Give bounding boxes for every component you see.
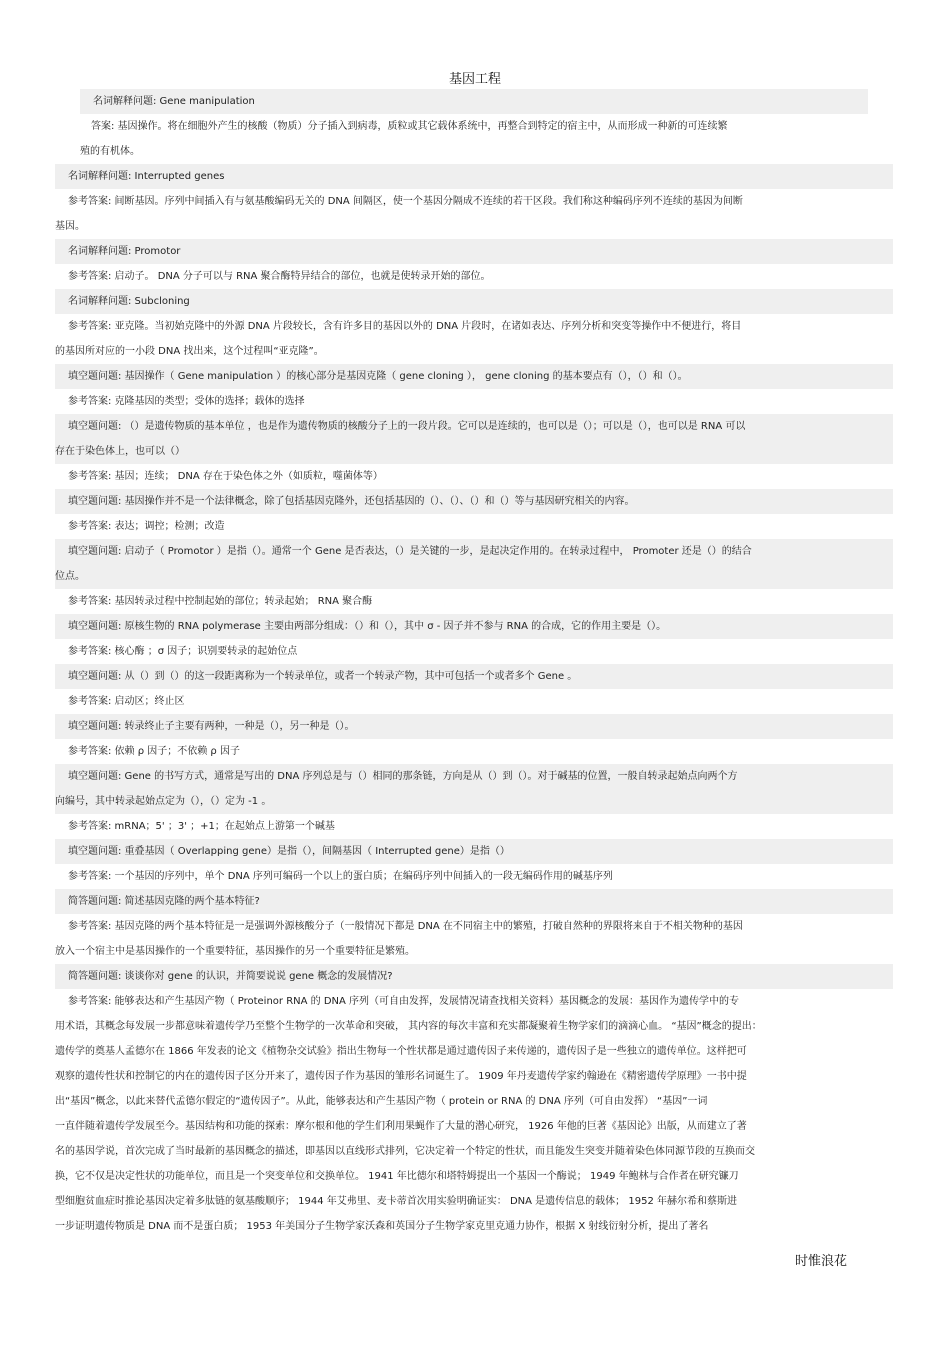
- answer-block: [55, 589, 893, 614]
- text-line: 参考答案: 亚克隆。当初始克隆中的外源 DNA 片段较长，含有许多目的基因以外的 DNA 片段时，在诸如表达、序列分析和突变等操作中不便进行，将目: [68, 321, 742, 332]
- text-line: 简答题问题: 简述基因克隆的两个基本特征?: [68, 896, 260, 907]
- question-block: [55, 414, 893, 464]
- question-block: [55, 614, 893, 639]
- question-block: [55, 164, 893, 189]
- text-line: 殖的有机体。: [80, 146, 140, 157]
- text-line: 位点。: [55, 571, 85, 582]
- text-line: 基因。: [55, 221, 85, 232]
- question-block: [55, 764, 893, 814]
- text-line: 参考答案: 基因克隆的两个基本特征是一是强调外源核酸分子（一般情况下都是 DNA 在不同宿主中的繁殖，打破自然种的界限将来自于不相关物种的基因: [68, 921, 743, 932]
- text-line: 的基因所对应的一小段 DNA 找出来，这个过程叫“亚克隆”。: [55, 346, 324, 357]
- text-line: 参考答案: 克隆基因的类型；受体的选择；载体的选择: [68, 396, 305, 407]
- text-line: 型细胞贫血症时推论基因决定着多肽链的氨基酸顺序； 1944 年艾弗里、麦卡蒂首次用实验明确证实： DNA 是遗传信息的载体； 1952 年赫尔希和蔡斯进: [55, 1196, 737, 1207]
- text-line: 填空题问题: 原核生物的 RNA polymerase 主要由两部分组成：（）和（），其中 σ - 因子并不参与 RNA 的合成，它的作用主要是（）。: [68, 621, 667, 632]
- text-line: 参考答案: 基因；连续； DNA 存在于染色体之外（如质粒，噬菌体等）: [68, 471, 383, 482]
- answer-block: [55, 989, 893, 1239]
- answer-block: [55, 689, 893, 714]
- text-line: 参考答案: 依赖 ρ 因子；不依赖 ρ 因子: [68, 746, 240, 757]
- text-line: 名词解释问题: Promotor: [68, 246, 181, 257]
- answer-block: [55, 114, 893, 164]
- answer-block: [55, 264, 893, 289]
- text-line: 放入一个宿主中是基因操作的一个重要特征，基因操作的另一个重要特征是繁殖。: [55, 946, 415, 957]
- text-line: 参考答案: mRNA；5' ；3' ；+1；在起始点上游第一个碱基: [68, 821, 335, 832]
- question-block: [55, 714, 893, 739]
- text-line: 填空题问题: （）是遗传物质的基本单位 ，也是作为遗传物质的核酸分子上的一段片段。它可以是连续的，也可以是（）；可以是（），也可以是 RNA 可以: [68, 421, 746, 432]
- text-line: 一直伴随着遗传学发展至今。基因结构和功能的探索：摩尔根和他的学生们利用果蝇作了大量的潜心研究， 1926 年他的巨著《基因论》出版，从而建立了著: [55, 1121, 747, 1132]
- text-line: 填空题问题: 基因操作（ Gene manipulation ）的核心部分是基因克隆（ gene cloning ）， gene cloning 的基本要点有（），（）和（）。: [68, 371, 688, 382]
- answer-block: [55, 514, 893, 539]
- question-block: [55, 289, 893, 314]
- answer-block: [55, 314, 893, 364]
- text-line: 名的基因学说，首次完成了当时最新的基因概念的描述，即基因以直线形式排列，它决定着一个特定的性状，而且能发生突变并随着染色体同源节段的互换而交: [55, 1146, 755, 1157]
- text-line: 参考答案: 能够表达和产生基因产物（ Proteinor RNA 的 DNA 序列（可自由发挥，发展情况请查找相关资料）基因概念的发展：基因作为遗传学中的专: [68, 996, 740, 1007]
- text-line: 答案: 基因操作。将在细胞外产生的核酸（物质）分子插入到病毒，质粒或其它载体系统中，再整合到特定的宿主中，从而形成一种新的可连续繁: [91, 121, 728, 132]
- text-line: 参考答案: 启动区；终止区: [68, 696, 185, 707]
- text-line: 填空题问题: 重叠基因（ Overlapping gene）是指（），间隔基因（ Interrupted gene）是指（）: [68, 846, 510, 857]
- text-line: 填空题问题: 基因操作并不是一个法律概念，除了包括基因克隆外，还包括基因的（）、（）、（）和（）等与基因研究相关的内容。: [68, 496, 635, 507]
- text-line: 简答题问题: 谈谈你对 gene 的认识，并简要说说 gene 概念的发展情况?: [68, 971, 393, 982]
- text-line: 填空题问题: 从（）到（）的这一段距离称为一个转录单位，或者一个转录产物，其中可包括一个或者多个 Gene 。: [68, 671, 578, 682]
- text-line: 向编号，其中转录起始点定为（），（）定为 -1 。: [55, 796, 272, 807]
- question-block: [55, 889, 893, 914]
- question-block: [55, 964, 893, 989]
- answer-block: [55, 814, 893, 839]
- text-line: 换，它不仅是决定性状的功能单位，而且是一个突变单位和交换单位。 1941 年比德尔和塔特姆提出一个基因一个酶说； 1949 年鲍林与合作者在研究镰刀: [55, 1171, 739, 1182]
- text-line: 参考答案: 一个基因的序列中，单个 DNA 序列可编码一个以上的蛋白质；在编码序列中间插入的一段无编码作用的碱基序列: [68, 871, 613, 882]
- answer-block: [55, 389, 893, 414]
- footer-text: 时惟浪花: [795, 1254, 848, 1269]
- text-line: 名词解释问题: Subcloning: [68, 296, 190, 307]
- answer-block: [55, 189, 893, 239]
- answer-block: [55, 864, 893, 889]
- text-line: 参考答案: 基因转录过程中控制起始的部位；转录起始； RNA 聚合酶: [68, 596, 373, 607]
- text-line: 参考答案: 表达；调控；检测；改造: [68, 521, 225, 532]
- text-line: 出“基因”概念，以此来替代孟德尔假定的“遗传因子”。从此，能够表达和产生基因产物（ protein or RNA 的 DNA 序列（可自由发挥） “基因”一词: [55, 1096, 708, 1107]
- text-line: 观察的遗传性状和控制它的内在的遗传因子区分开来了，遗传因子作为基因的雏形名词诞生了。 1909 年丹麦遗传学家约翰逊在《精密遗传学原理》一书中提: [55, 1071, 747, 1082]
- text-line: 一步证明遗传物质是 DNA 而不是蛋白质； 1953 年美国分子生物学家沃森和英国分子生物学家克里克通力协作，根据 X 射线衍射分析，提出了著名: [55, 1221, 709, 1232]
- question-block: [55, 239, 893, 264]
- text-line: 参考答案: 间断基因。序列中间插入有与氨基酸编码无关的 DNA 间隔区，使一个基因分隔成不连续的若干区段。我们称这种编码序列不连续的基因为间断: [68, 196, 743, 207]
- question-block: [55, 364, 893, 389]
- answer-block: [55, 739, 893, 764]
- text-line: 遗传学的奠基人孟德尔在 1866 年发表的论文《植物杂交试验》指出生物每一个性状都是通过遗传因子来传递的，遗传因子是一些独立的遗传单位。这样把可: [55, 1046, 747, 1057]
- text-line: 名词解释问题: Gene manipulation: [93, 96, 255, 107]
- question-block: [55, 664, 893, 689]
- answer-block: [55, 464, 893, 489]
- text-line: 用术语，其概念每发展一步都意味着遗传学乃至整个生物学的一次革命和突破， 其内容的每次丰富和充实都凝聚着生物学家们的滴滴心血。 “基因”概念的提出：: [55, 1021, 762, 1032]
- answer-block: [55, 914, 893, 964]
- text-line: 参考答案: 核心酶 ；σ 因子；识别要转录的起始位点: [68, 646, 298, 657]
- answer-block: [55, 639, 893, 664]
- question-block: [55, 539, 893, 589]
- text-line: 填空题问题: 转录终止子主要有两种，一种是（），另一种是（）。: [68, 721, 355, 732]
- text-line: 名词解释问题: Interrupted genes: [68, 171, 225, 182]
- text-line: 填空题问题: Gene 的书写方式，通常是写出的 DNA 序列总是与（）相同的那条链，方向是从（）到（）。对于碱基的位置，一般自转录起始点向两个方: [68, 771, 738, 782]
- text-line: 参考答案: 启动子。 DNA 分子可以与 RNA 聚合酶特异结合的部位，也就是使转录开始的部位。: [68, 271, 491, 282]
- question-block: [55, 839, 893, 864]
- text-line: 存在于染色体上，也可以（）: [55, 446, 185, 457]
- question-block: [55, 489, 893, 514]
- text-line: 填空题问题: 启动子（ Promotor ）是指（）。通常一个 Gene 是否表达，（）是关键的一步，是起决定作用的。在转录过程中， Promoter 还是（）的结合: [68, 546, 752, 557]
- page-title: 基因工程: [448, 72, 501, 87]
- question-block: [80, 89, 868, 114]
